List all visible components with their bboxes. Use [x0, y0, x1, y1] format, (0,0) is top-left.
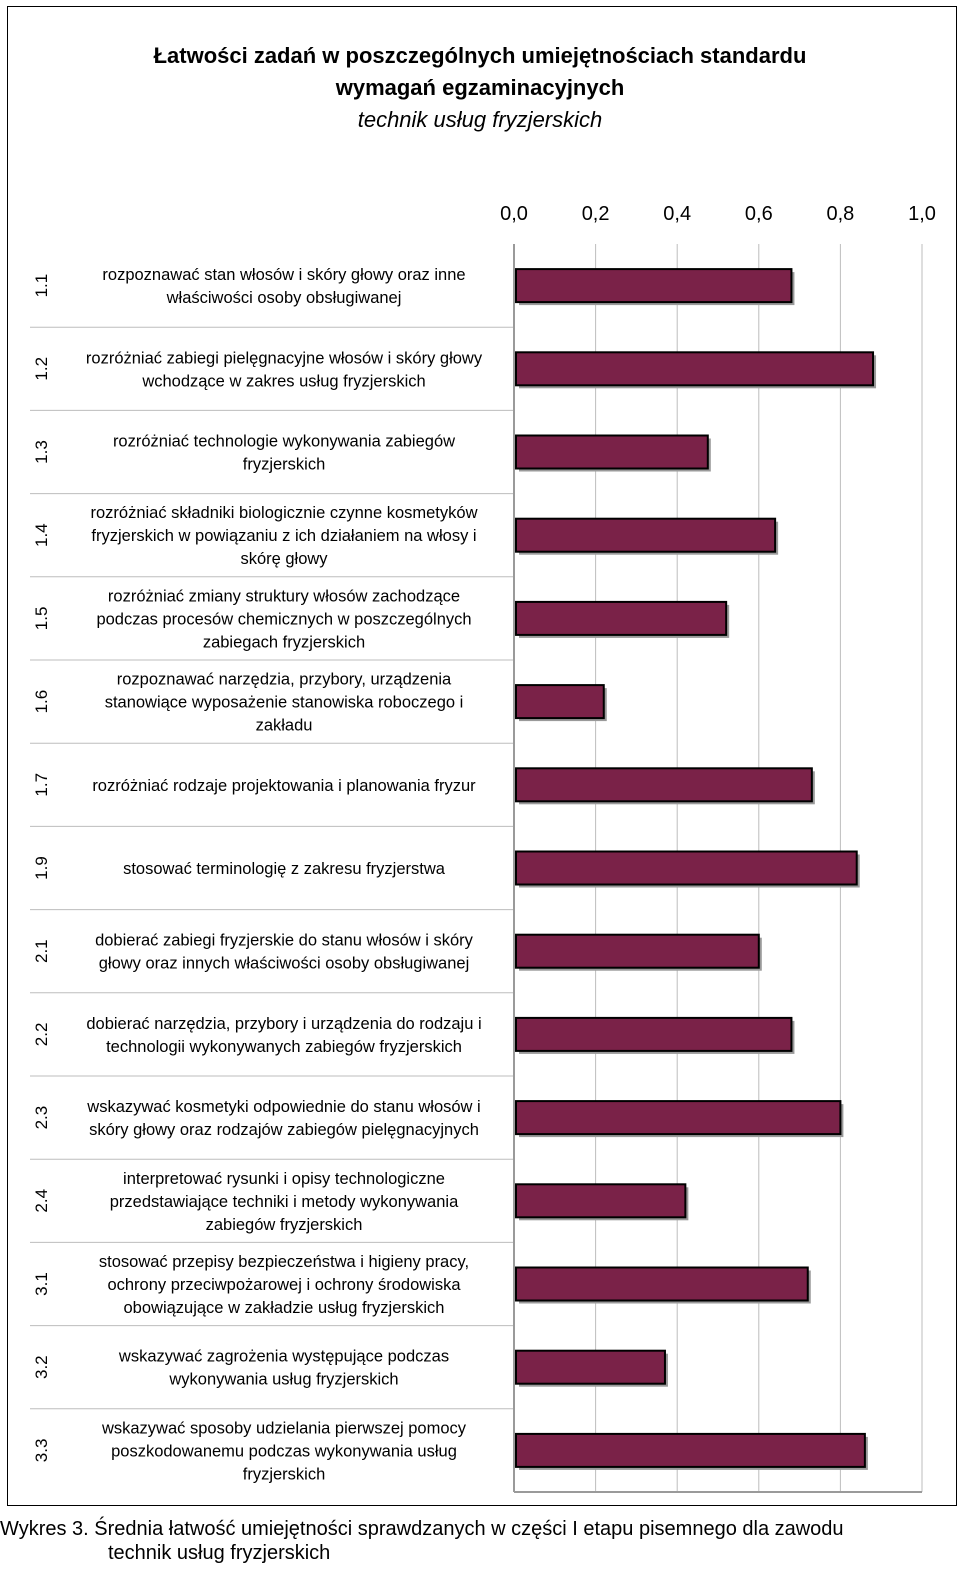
- category-label-line: głowy oraz innych właściwości osoby obsługiwanej: [98, 954, 470, 973]
- category-code: 2.4: [32, 1188, 51, 1213]
- category-code: 1.6: [32, 689, 51, 714]
- category-code: 1.5: [32, 606, 51, 631]
- bar-1.5: [516, 602, 726, 635]
- category-code: 2.1: [32, 939, 51, 964]
- bar-2.4: [516, 1184, 685, 1217]
- category-code: 1.1: [32, 273, 51, 298]
- category-label-line: stanowiące wyposażenie stanowiska roboczego i: [104, 693, 464, 712]
- category-label-line: rozróżniać technologie wykonywania zabiegów: [112, 432, 456, 451]
- figure-caption: [0, 1517, 960, 1565]
- category-label-line: właściwości osoby obsługiwanej: [166, 289, 402, 308]
- category-label-line: dobierać narzędzia, przybory i urządzenia do rodzaju i: [86, 1014, 482, 1033]
- category-code: 3.3: [32, 1438, 51, 1463]
- category-label-line: wykonywania usług fryzjerskich: [169, 1370, 399, 1389]
- category-label-line: wchodzące w zakres usług fryzjerskich: [142, 372, 426, 391]
- category-label-line: rozróżniać zmiany struktury włosów zachodzące: [107, 587, 461, 606]
- category-label-line: rozróżniać rodzaje projektowania i planowania fryzur: [92, 776, 476, 795]
- x-tick-label: 0,6: [744, 203, 773, 225]
- category-label-line: poszkodowanemu podczas wykonywania usług: [111, 1442, 457, 1461]
- bar-1.6: [516, 685, 604, 718]
- category-label-line: interpretować rysunki i opisy technologiczne: [123, 1169, 445, 1188]
- category-label-line: technologii wykonywanych zabiegów fryzjerskich: [106, 1037, 462, 1056]
- category-label-line: rozpoznawać stan włosów i skóry głowy oraz inne: [102, 266, 466, 285]
- caption-line-2: technik usług fryzjerskich: [108, 1542, 331, 1564]
- category-code: 1.2: [32, 356, 51, 381]
- category-label-line: stosować przepisy bezpieczeństwa i higieny pracy,: [98, 1253, 470, 1271]
- category-label-line: ochrony przeciwpożarowej i ochrony środowiska: [107, 1276, 461, 1294]
- category-code: 1.7: [32, 772, 51, 797]
- x-tick-label: 0,0: [500, 203, 528, 225]
- bar-1.9: [516, 852, 857, 885]
- category-label-line: rozróżniać składniki biologicznie czynne kosmetyków: [90, 504, 478, 523]
- category-label-line: obowiązujące w zakładzie usług fryzjerskich: [123, 1299, 445, 1317]
- category-label-line: dobierać zabiegi fryzjerskie do stanu włosów i skóry: [95, 931, 473, 950]
- category-label-line: zabiegów fryzjerskich: [205, 1215, 363, 1234]
- category-label-line: fryzjerskich: [242, 1465, 326, 1484]
- bar-1.1: [516, 269, 791, 302]
- category-code: 1.4: [32, 523, 51, 548]
- category-label-line: wskazywać sposoby udzielania pierwszej pomocy: [101, 1419, 467, 1438]
- bar-1.3: [516, 436, 708, 469]
- chart-title-line-2: wymagań egzaminacyjnych: [335, 75, 625, 100]
- bar-1.7: [516, 768, 812, 801]
- category-code: 3.2: [32, 1355, 51, 1380]
- category-label-line: podczas procesów chemicznych w poszczególnych: [96, 610, 472, 629]
- bar-2.3: [516, 1101, 840, 1134]
- bar-2.1: [516, 935, 759, 968]
- category-label-line: skórę głowy: [240, 550, 328, 569]
- chart-title-line-1: Łatwości zadań w poszczególnych umiejętnościach standardu: [153, 43, 807, 68]
- bar-1.2: [516, 352, 873, 385]
- category-label-line: wskazywać zagrożenia występujące podczas: [118, 1347, 450, 1366]
- chart-subtitle: technik usług fryzjerskich: [357, 107, 603, 132]
- bar-1.4: [516, 519, 775, 552]
- category-label-line: przedstawiające techniki i metody wykonywania: [109, 1192, 459, 1211]
- caption-line-1: Wykres 3. Średnia łatwość umiejętności sprawdzanych w części I etapu pisemnego dla zawodu: [0, 1518, 844, 1540]
- category-code: 3.1: [32, 1272, 51, 1296]
- x-tick-label: 0,8: [826, 203, 855, 225]
- category-label-line: stosować terminologię z zakresu fryzjerstwa: [123, 860, 445, 878]
- category-code: 2.3: [32, 1105, 51, 1130]
- bar-3.3: [516, 1434, 865, 1467]
- bar-3.2: [516, 1351, 665, 1384]
- category-label-line: zabiegach fryzjerskich: [202, 633, 366, 652]
- category-label-line: rozróżniać zabiegi pielęgnacyjne włosów i skóry głowy: [85, 349, 483, 368]
- category-code: 1.9: [32, 856, 51, 880]
- x-tick-label: 0,4: [663, 203, 692, 225]
- category-label-line: fryzjerskich: [242, 455, 326, 474]
- category-label-line: skóry głowy oraz rodzajów zabiegów pielęgnacyjnych: [89, 1121, 479, 1140]
- category-label-line: zakładu: [255, 716, 313, 735]
- bar-3.1: [516, 1268, 808, 1301]
- category-label-line: rozpoznawać narzędzia, przybory, urządzenia: [116, 670, 452, 689]
- category-code: 2.2: [32, 1022, 51, 1047]
- x-tick-label: 1,0: [908, 203, 936, 225]
- x-tick-label: 0,2: [581, 203, 610, 225]
- bar-2.2: [516, 1018, 791, 1051]
- category-code: 1.3: [32, 440, 51, 464]
- category-label-line: wskazywać kosmetyki odpowiednie do stanu włosów i: [87, 1098, 481, 1117]
- category-label-line: fryzjerskich w powiązaniu z ich działaniem na włosy i: [91, 527, 477, 546]
